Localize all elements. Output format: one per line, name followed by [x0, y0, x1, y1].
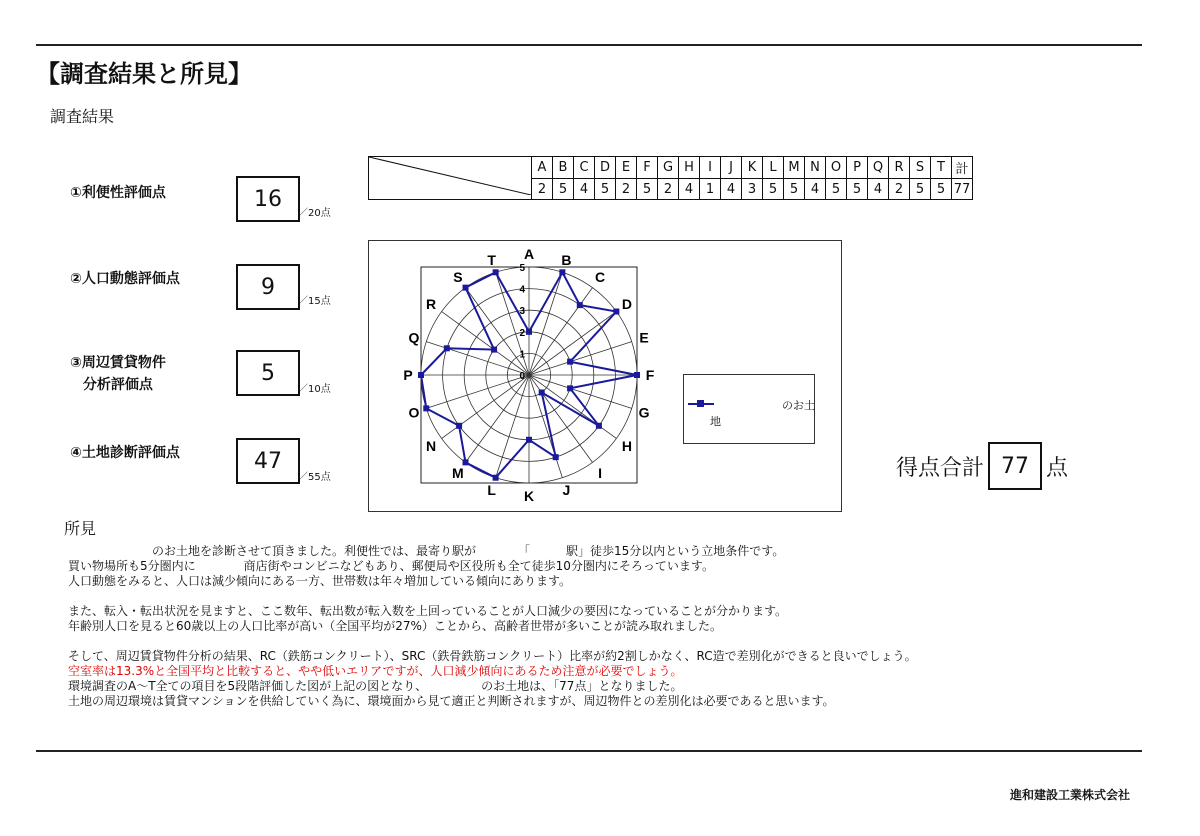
table-header-cell: G: [658, 157, 679, 179]
radar-data-point: [553, 454, 559, 460]
radar-category-label: Q: [408, 329, 420, 346]
radar-spoke: [442, 375, 529, 438]
findings-line: 買い物場所も5分圏内に 商店街やコンビニなどもあり、郵便局や区役所も全て徒歩10分圏内にそろっています。: [68, 559, 714, 573]
score-box-population: 9: [236, 264, 300, 310]
radar-tick-label: 2: [519, 327, 525, 339]
score-label-convenience: [70, 182, 166, 204]
radar-data-point: [418, 372, 424, 378]
table-value-cell: 5: [553, 179, 574, 200]
score-label-text: ③周辺賃貸物件: [70, 355, 166, 371]
table-value-cell: 5: [931, 179, 952, 200]
radar-category-label: E: [639, 329, 649, 346]
table-header-cell: K: [742, 157, 763, 179]
table-value-cell: 5: [847, 179, 868, 200]
company-name: 進和建設工業株式会社: [1010, 788, 1131, 802]
total-label: 得点合計: [896, 455, 985, 481]
table-value-cell: 4: [574, 179, 595, 200]
score-box-land: 47: [236, 438, 300, 484]
table-header-cell: T: [931, 157, 952, 179]
score-max-convenience: ／20点: [298, 208, 331, 219]
radar-data-point: [596, 423, 602, 429]
table-value-cell: 2: [889, 179, 910, 200]
radar-data-point: [491, 347, 497, 353]
table-value-cell: 4: [721, 179, 742, 200]
radar-data-point: [423, 405, 429, 411]
total-score: [896, 442, 1068, 490]
radar-spoke: [426, 375, 529, 408]
table-value-cell: 5: [784, 179, 805, 200]
radar-data-point: [634, 372, 640, 378]
legend-label-2: 地: [710, 415, 721, 428]
score-max-population: ／15点: [298, 296, 331, 307]
table-value-cell: 5: [637, 179, 658, 200]
radar-tick-label: 5: [519, 263, 525, 274]
radar-category-label: G: [638, 404, 650, 421]
table-header-cell: E: [616, 157, 637, 179]
table-header-cell: H: [679, 157, 700, 179]
legend-label: のお土: [782, 399, 815, 412]
table-value-cell: 4: [679, 179, 700, 200]
radar-spoke: [529, 375, 592, 462]
radar-category-label: K: [523, 488, 535, 504]
score-max-rental: ／10点: [298, 384, 331, 395]
findings-line: 年齢別人口を見ると60歳以上の人口比率が高い（全国平均が27%）ことから、高齢者世帯が多いことが読み取れました。: [68, 619, 722, 633]
score-label-text-2: 分析評価点: [82, 377, 153, 393]
table-value-cell: 4: [868, 179, 889, 200]
radar-spoke: [529, 312, 616, 375]
score-label-text: ①利便性評価点: [70, 185, 166, 201]
radar-data-point: [456, 423, 462, 429]
radar-category-label: I: [598, 464, 603, 481]
radar-category-label: R: [426, 295, 437, 312]
findings-line: [68, 589, 917, 604]
table-header-cell: R: [889, 157, 910, 179]
chart-legend: [683, 374, 815, 444]
radar-data-point: [567, 385, 573, 391]
radar-spoke: [426, 342, 529, 375]
score-label-population: [70, 268, 180, 290]
table-header-cell: O: [826, 157, 847, 179]
radar-category-label: P: [403, 367, 413, 383]
table-value-cell: 5: [910, 179, 931, 200]
table-value-cell: 5: [595, 179, 616, 200]
radar-spoke: [529, 375, 616, 438]
radar-spoke: [529, 375, 562, 478]
radar-spoke: [496, 375, 529, 478]
radar-data-point: [444, 345, 450, 351]
radar-category-label: C: [595, 269, 606, 286]
radar-data-point: [613, 309, 619, 315]
radar-tick-label: 4: [519, 284, 525, 296]
radar-category-label: L: [487, 482, 496, 499]
score-table: [368, 156, 973, 200]
radar-category-label: N: [426, 438, 437, 455]
findings-text: [68, 544, 917, 709]
bottom-rule: [36, 750, 1142, 752]
findings-line: 環境調査のA～T全ての項目を5段階評価した図が上記の図となり、 のお土地は、「77点」となりました。: [68, 679, 683, 693]
findings-line: そして、周辺賃貸物件分析の結果、RC（鉄筋コンクリート）、SRC（鉄骨鉄筋コンクリート）比率が約2割しかなく、RC造で差別化ができると良いでしょう。: [68, 649, 917, 663]
radar-data-point: [463, 285, 469, 291]
radar-data-point: [526, 329, 532, 335]
page-title: 【調査結果と所見】: [36, 60, 252, 88]
radar-category-label: F: [645, 367, 655, 383]
table-value-cell: 1: [700, 179, 721, 200]
score-max-land: ／55点: [298, 472, 331, 483]
diagonal-line: [369, 157, 531, 195]
radar-tick-label: 3: [519, 306, 525, 318]
radar-category-label: M: [452, 464, 464, 481]
radar-tick-label: 1: [519, 349, 525, 361]
radar-spoke: [442, 312, 529, 375]
table-value-cell: 77: [952, 179, 973, 200]
score-box-rental: 5: [236, 350, 300, 396]
table-header-cell: Q: [868, 157, 889, 179]
findings-line: また、転入・転出状況を見ますと、ここ数年、転出数が転入数を上回っていることが人口減少の要因になっていることが分かります。: [68, 604, 788, 618]
table-value-cell: 3: [742, 179, 763, 200]
radar-category-label: H: [621, 438, 632, 455]
table-header-cell: J: [721, 157, 742, 179]
table-header-cell: B: [553, 157, 574, 179]
findings-line: 人口動態をみると、人口は減少傾向にある一方、世帯数は年々増加している傾向にあります。: [68, 574, 572, 588]
findings-line: 土地の周辺環境は賃貸マンションを供給していく為に、環境面から見て適正と判断されますが、周辺物件との差別化は必要であると思います。: [68, 694, 835, 708]
score-label-text: ②人口動態評価点: [70, 271, 180, 287]
radar-tick-label: 0: [519, 371, 525, 382]
radar-category-label: O: [408, 404, 420, 421]
radar-category-label: T: [487, 251, 496, 268]
top-rule: [36, 44, 1142, 46]
radar-category-label: A: [523, 246, 535, 262]
table-diagonal-cell: [369, 157, 532, 200]
score-label-land: [70, 442, 180, 464]
score-box-convenience: 16: [236, 176, 300, 222]
table-header-cell: I: [700, 157, 721, 179]
table-header-cell: L: [763, 157, 784, 179]
table-value-cell: 2: [532, 179, 553, 200]
total-unit: 点: [1046, 455, 1069, 481]
radar-category-label: S: [453, 269, 463, 286]
radar-data-point: [577, 302, 583, 308]
table-value-cell: 5: [826, 179, 847, 200]
table-header-cell: F: [637, 157, 658, 179]
radar-data-point: [559, 269, 565, 275]
radar-data-point: [493, 269, 499, 275]
radar-spoke: [529, 288, 592, 375]
radar-data-point: [493, 475, 499, 481]
table-header-cell: N: [805, 157, 826, 179]
radar-data-point: [539, 389, 545, 395]
table-value-cell: 2: [658, 179, 679, 200]
table-value-cell: 5: [763, 179, 784, 200]
radar-category-label: J: [562, 482, 571, 499]
radar-data-point: [463, 459, 469, 465]
table-header-row: [369, 157, 973, 179]
section-heading-results: 調査結果: [50, 107, 115, 126]
total-value: 77: [988, 442, 1042, 490]
table-header-cell: C: [574, 157, 595, 179]
table-header-cell: D: [595, 157, 616, 179]
table-header-cell: A: [532, 157, 553, 179]
table-header-cell: S: [910, 157, 931, 179]
section-heading-findings: 所見: [64, 519, 97, 538]
score-label-rental: [70, 352, 166, 396]
table-header-cell: M: [784, 157, 805, 179]
score-label-text: ④土地診断評価点: [70, 445, 180, 461]
table-value-cell: 4: [805, 179, 826, 200]
findings-line: [68, 634, 917, 649]
table-header-cell: 計: [952, 157, 973, 179]
radar-category-label: D: [621, 295, 632, 312]
radar-data-point: [567, 359, 573, 365]
radar-category-label: B: [561, 251, 572, 268]
findings-line: 空室率は13.3%と全国平均と比較すると、やや低いエリアですが、人口減少傾向にあるため注意が必要でしょう。: [68, 664, 683, 678]
table-value-cell: 2: [616, 179, 637, 200]
legend-marker-icon: [688, 397, 718, 411]
findings-line: のお土地を診断させて頂きました。利便性では、最寄り駅が 「 駅」徒歩15分以内という立地条件です。: [68, 544, 785, 558]
radar-data-point: [526, 437, 532, 443]
table-header-cell: P: [847, 157, 868, 179]
